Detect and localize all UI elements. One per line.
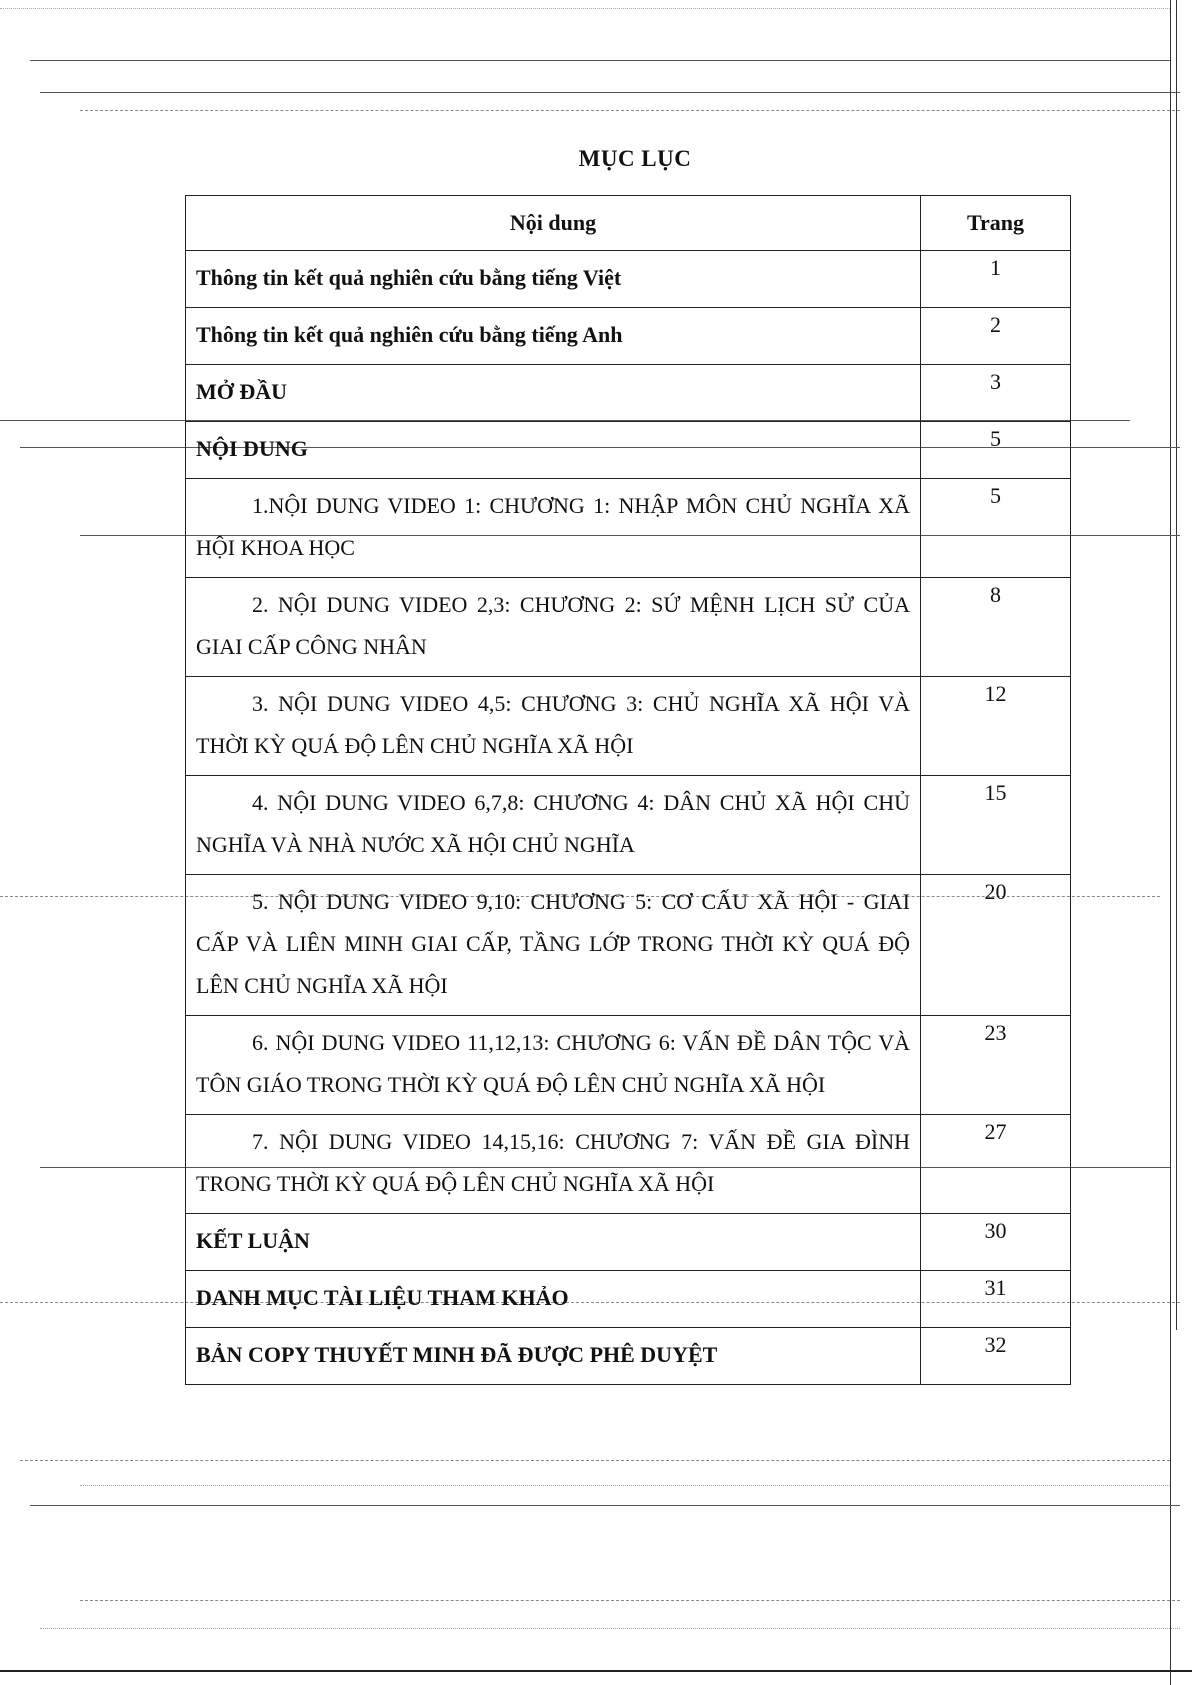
toc-entry-page: 12 (984, 681, 1007, 706)
toc-entry-page: 8 (990, 582, 1001, 607)
toc-entry-page: 1 (990, 255, 1001, 280)
toc-table (185, 195, 1071, 1385)
toc-entry-page: 32 (984, 1332, 1007, 1357)
header-content: Nội dung (186, 196, 921, 251)
toc-row (186, 1016, 1071, 1115)
toc-entry-title: KẾT LUẬN (196, 1228, 310, 1253)
toc-row (186, 479, 1071, 578)
toc-row (186, 776, 1071, 875)
toc-entry-page: 30 (984, 1218, 1007, 1243)
toc-entry-title: Thông tin kết quả nghiên cứu bằng tiếng Việt (196, 265, 622, 290)
toc-entry-title: BẢN COPY THUYẾT MINH ĐÃ ĐƯỢC PHÊ DUYỆT (196, 1342, 718, 1367)
toc-entry-page: 5 (990, 483, 1001, 508)
toc-row (186, 1271, 1071, 1328)
toc-header-row (186, 196, 1071, 251)
toc-row (186, 578, 1071, 677)
toc-entry-title: Thông tin kết quả nghiên cứu bằng tiếng Anh (196, 322, 623, 347)
toc-row (186, 422, 1071, 479)
toc-row (186, 251, 1071, 308)
toc-entry-page: 31 (984, 1275, 1007, 1300)
toc-entry-title: 5. NỘI DUNG VIDEO 9,10: CHƯƠNG 5: CƠ CẤU XÃ HỘI - GIAI CẤP VÀ LIÊN MINH GIAI CẤP, TẦNG LỚP TRONG THỜI KỲ QUÁ ĐỘ LÊN CHỦ NGHĨA XÃ HỘI (196, 889, 910, 998)
toc-entry-title: 3. NỘI DUNG VIDEO 4,5: CHƯƠNG 3: CHỦ NGHĨA XÃ HỘI VÀ THỜI KỲ QUÁ ĐỘ LÊN CHỦ NGHĨA XÃ HỘI (196, 691, 910, 758)
toc-entry-title: 7. NỘI DUNG VIDEO 14,15,16: CHƯƠNG 7: VẤN ĐỀ GIA ĐÌNH TRONG THỜI KỲ QUÁ ĐỘ LÊN CHỦ NGHĨA XÃ HỘI (196, 1129, 910, 1196)
toc-entry-page: 2 (990, 312, 1001, 337)
toc-entry-title: 2. NỘI DUNG VIDEO 2,3: CHƯƠNG 2: SỨ MỆNH LỊCH SỬ CỦA GIAI CẤP CÔNG NHÂN (196, 592, 910, 659)
toc-entry-page: 27 (984, 1119, 1007, 1144)
page-title: MỤC LỤC (578, 146, 692, 171)
toc-row (186, 308, 1071, 365)
toc-entry-title: 4. NỘI DUNG VIDEO 6,7,8: CHƯƠNG 4: DÂN CHỦ XÃ HỘI CHỦ NGHĨA VÀ NHÀ NƯỚC XÃ HỘI CHỦ NGHĨA (196, 790, 910, 857)
toc-entry-page: 20 (984, 879, 1007, 904)
toc-row (186, 1328, 1071, 1385)
toc-entry-page: 5 (990, 426, 1001, 451)
toc-row (186, 365, 1071, 422)
toc-entry-page: 23 (984, 1020, 1007, 1045)
toc-entry-title: MỞ ĐẦU (196, 379, 288, 404)
toc-entry-title: 6. NỘI DUNG VIDEO 11,12,13: CHƯƠNG 6: VẤN ĐỀ DÂN TỘC VÀ TÔN GIÁO TRONG THỜI KỲ QUÁ ĐỘ LÊN CHỦ NGHĨA XÃ HỘI (196, 1030, 910, 1097)
toc-entry-title: DANH MỤC TÀI LIỆU THAM KHẢO (196, 1285, 569, 1310)
toc-row (186, 677, 1071, 776)
toc-entry-page: 15 (984, 780, 1007, 805)
toc-entry-page: 3 (990, 369, 1001, 394)
toc-entry-title: NỘI DUNG (196, 436, 308, 461)
header-page: Trang (921, 196, 1071, 251)
toc-row (186, 1115, 1071, 1214)
toc-row (186, 875, 1071, 1016)
toc-row (186, 1214, 1071, 1271)
toc-entry-title: 1.NỘI DUNG VIDEO 1: CHƯƠNG 1: NHẬP MÔN CHỦ NGHĨA XÃ HỘI KHOA HỌC (196, 493, 910, 560)
